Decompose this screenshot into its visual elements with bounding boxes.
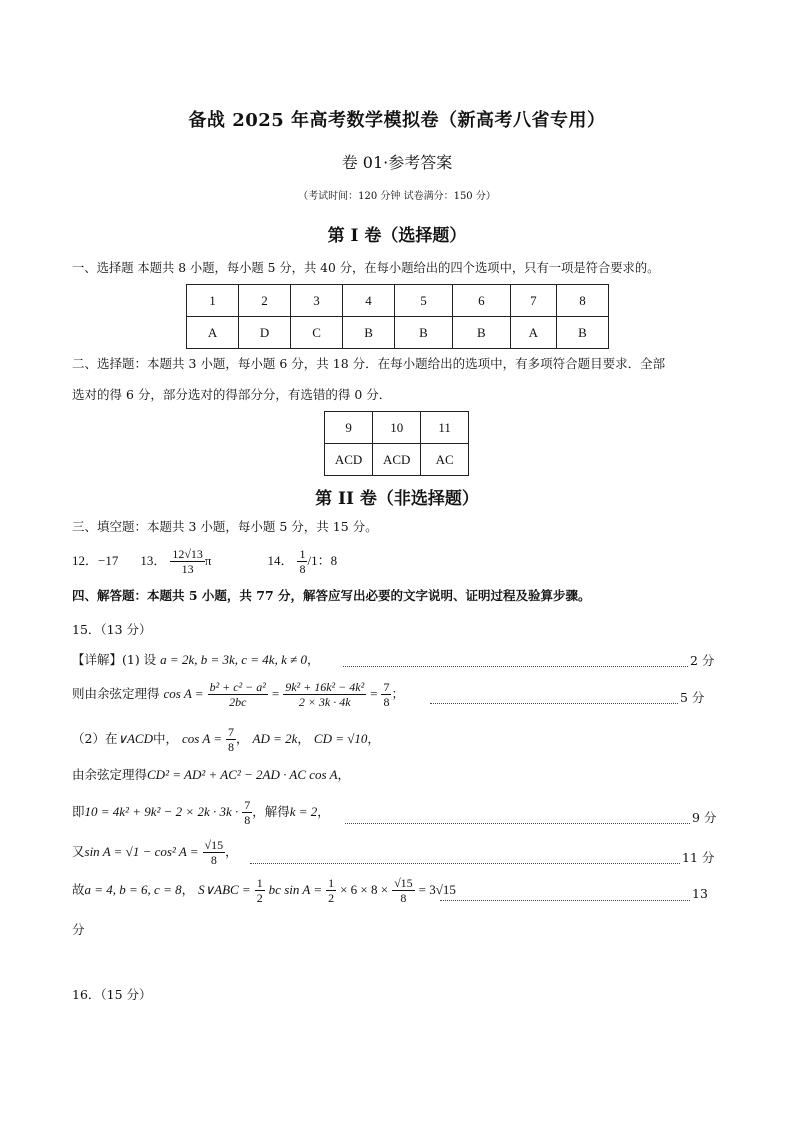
fill-answers: [72, 547, 337, 576]
line-math: S∨ABC =: [198, 882, 251, 897]
leader-dots: [343, 666, 688, 667]
fraction-denominator: 8: [210, 853, 217, 867]
table-cell: ACD: [325, 444, 373, 476]
q1-intro: 一、选择题 本题共 8 小题，每小题 5 分，共 40 分，在每小题给出的四个选项中，只有一项是符合要求的。: [72, 261, 660, 275]
table-cell: B: [452, 317, 510, 349]
document-subtitle: 卷 01·参考答案: [341, 153, 453, 172]
leader-dots: [345, 823, 690, 824]
solution-16-heading: 16．（15 分）: [72, 987, 152, 1002]
solution-15-heading: 15．（13 分）: [72, 622, 152, 637]
table-cell: A: [187, 317, 239, 349]
line-math: CD = √10: [313, 731, 368, 746]
fraction-numerator: 12√13: [172, 547, 203, 561]
table-row: [325, 412, 469, 444]
line-text: 故: [72, 882, 85, 897]
line-text: ，解得: [252, 804, 290, 819]
table-row: [187, 317, 609, 349]
line-text: 中，: [152, 731, 178, 746]
score-mark: 11 分: [682, 850, 715, 865]
fraction-numerator: 1: [328, 876, 335, 890]
line-math: sin A = √1 − cos² A =: [84, 844, 199, 859]
line-math: = 3√15: [418, 882, 456, 897]
fraction-denominator: 2 × 3k · 4k: [298, 695, 351, 709]
fraction: [226, 725, 236, 754]
q3-intro: 三、填空题：本题共 3 小题，每小题 5 分，共 15 分。: [72, 519, 378, 534]
table-cell: 4: [343, 285, 395, 317]
score-mark-continued: 分: [72, 922, 85, 937]
fraction-denominator: 8: [400, 891, 407, 905]
part2-heading: 第 II 卷（非选择题）: [315, 489, 479, 509]
solution-15-line4: 由余弦定理得CD² = AD² + AC² − 2AD · AC cos A，: [72, 767, 351, 782]
solution-15-line7: 故a = 4, b = 6, c = 8， S∨ABC = $\frac{1}{2}$ bc sin A = $\frac{1}{2}$ × 6 × 8 × $\frac{√15}{8}$ = 3√15: [72, 876, 456, 905]
answer-13-fraction: [170, 547, 205, 576]
fraction: [255, 876, 265, 905]
answer-table-1: [186, 284, 609, 349]
table-cell: 8: [556, 285, 608, 317]
pi-symbol: π: [204, 553, 212, 568]
solution-15-line2: 则由余弦定理得 cos A = $\frac{\text{b² + c² − a²}}{2bc}$ = $\frac{\text{9k² + 16k² − 4k²}}{2 \times 3k \cdot 4k}$ = $\frac{7}{8}$ ；: [72, 680, 404, 709]
table-row: [325, 444, 469, 476]
line-text: 则由余弦定理得: [72, 686, 160, 701]
table-cell: A: [510, 317, 556, 349]
line-text: 【详解】(1) 设: [72, 652, 157, 667]
table-cell: C: [291, 317, 343, 349]
line-math: 10 = 4k² + 9k² − 2 × 2k · 3k ·: [84, 804, 239, 819]
fraction-numerator: √15: [204, 838, 224, 852]
line-text: （2）在: [72, 731, 118, 746]
solution-15-line6: 又sin A = √1 − cos² A = $\frac{√15}{8}$ ，: [72, 838, 238, 867]
answer-13-label: 13．: [140, 553, 167, 568]
leader-dots: [430, 703, 678, 704]
table-cell: ACD: [373, 444, 421, 476]
fraction-denominator: 8: [228, 740, 235, 754]
q4-intro: 四、解答题：本题共 5 小题，共 77 分，解答应写出必要的文字说明、证明过程及验算步骤。: [72, 588, 591, 603]
solution-15-line1: 【详解】(1) 设 a = 2k, b = 3k, c = 4k, k ≠ 0，: [72, 652, 320, 667]
table-cell: AC: [421, 444, 469, 476]
answer-14-label: 14．: [267, 553, 294, 568]
fraction-denominator: 8: [244, 813, 251, 827]
line-math: bc sin A =: [268, 882, 323, 897]
leader-dots: [250, 863, 680, 864]
score-mark: 13: [692, 886, 708, 901]
fraction-numerator: 7: [244, 798, 251, 812]
line-text: 又: [72, 844, 85, 859]
line-math: a = 4, b = 6, c = 8: [84, 882, 182, 897]
fraction: [381, 680, 391, 709]
answer-table-2: [324, 411, 469, 476]
fraction-denominator: 2: [256, 891, 263, 905]
table-cell: 9: [325, 412, 373, 444]
fraction-numerator: √15: [394, 876, 413, 890]
line-text: 即: [72, 804, 85, 819]
fraction-numerator: b² + c² − a²: [209, 680, 266, 694]
table-cell: B: [556, 317, 608, 349]
score-mark: 5 分: [680, 690, 705, 705]
line-math: cos A =: [181, 731, 223, 746]
document-title: 备战 2025 年高考数学模拟卷（新高考八省专用）: [188, 110, 606, 131]
fraction: [242, 798, 252, 827]
fraction-denominator: 8: [383, 695, 390, 709]
table-cell: 7: [510, 285, 556, 317]
fraction-denominator: 2bc: [229, 695, 247, 709]
fraction-numerator: 1: [299, 547, 306, 561]
line-math: AD = 2k: [252, 731, 298, 746]
solution-15-line5: 即10 = 4k² + 9k² − 2 × 2k · 3k · $\frac{7}{8}$ ，解得k = 2，: [72, 798, 330, 827]
fraction-denominator: 13: [181, 562, 194, 576]
line-math: k = 2: [289, 804, 318, 819]
q2-intro-line1: 二、选择题：本题共 3 小题，每小题 6 分，共 18 分．在每小题给出的选项中，有多项符合题目要求．全部: [72, 356, 666, 371]
table-cell: 11: [421, 412, 469, 444]
line-math: cos A =: [163, 686, 204, 701]
table-cell: 2: [239, 285, 291, 317]
fraction-numerator: 7: [383, 680, 390, 694]
solution-15-line3: （2）在∨ACD中， cos A = $\frac{7}{8}$ ， AD = 2k， CD = √10，: [72, 725, 380, 754]
fraction-numerator: 7: [228, 725, 235, 739]
leader-dots: [440, 900, 690, 901]
answer-14-fraction: [297, 547, 307, 576]
fraction-numerator: 9k² + 16k² − 4k²: [285, 680, 365, 694]
table-cell: 5: [395, 285, 453, 317]
answer-14-ratio: /1：8: [307, 553, 338, 568]
fraction: [326, 876, 336, 905]
fraction: [208, 680, 268, 709]
table-cell: 6: [452, 285, 510, 317]
line-math: × 6 × 8 ×: [340, 882, 389, 897]
table-cell: D: [239, 317, 291, 349]
fraction-denominator: 2: [328, 891, 335, 905]
line-text: 由余弦定理得: [72, 767, 148, 782]
fraction: [203, 838, 226, 867]
table-cell: B: [395, 317, 453, 349]
answer-12: 12．−17: [72, 553, 119, 568]
q2-intro-line2: 选对的得 6 分，部分选对的得部分分，有选错的得 0 分．: [72, 387, 392, 402]
fraction: [392, 876, 415, 905]
table-cell: 1: [187, 285, 239, 317]
part1-heading: 第 I 卷（选择题）: [327, 226, 467, 246]
table-row: [187, 285, 609, 317]
fraction: [283, 680, 366, 709]
exam-meta: （考试时间：120 分钟 试卷满分：150 分）: [298, 191, 496, 202]
table-cell: B: [343, 317, 395, 349]
fraction-denominator: 8: [299, 562, 306, 576]
table-cell: 10: [373, 412, 421, 444]
line-math: ∨ACD: [117, 731, 153, 746]
line-math: CD² = AD² + AC² − 2AD · AC cos A: [147, 767, 338, 782]
line-math: a = 2k, b = 3k, c = 4k, k ≠ 0: [160, 652, 307, 667]
score-mark: 2 分: [690, 653, 715, 668]
fraction-numerator: 1: [256, 876, 263, 890]
score-mark: 9 分: [692, 810, 717, 825]
table-cell: 3: [291, 285, 343, 317]
